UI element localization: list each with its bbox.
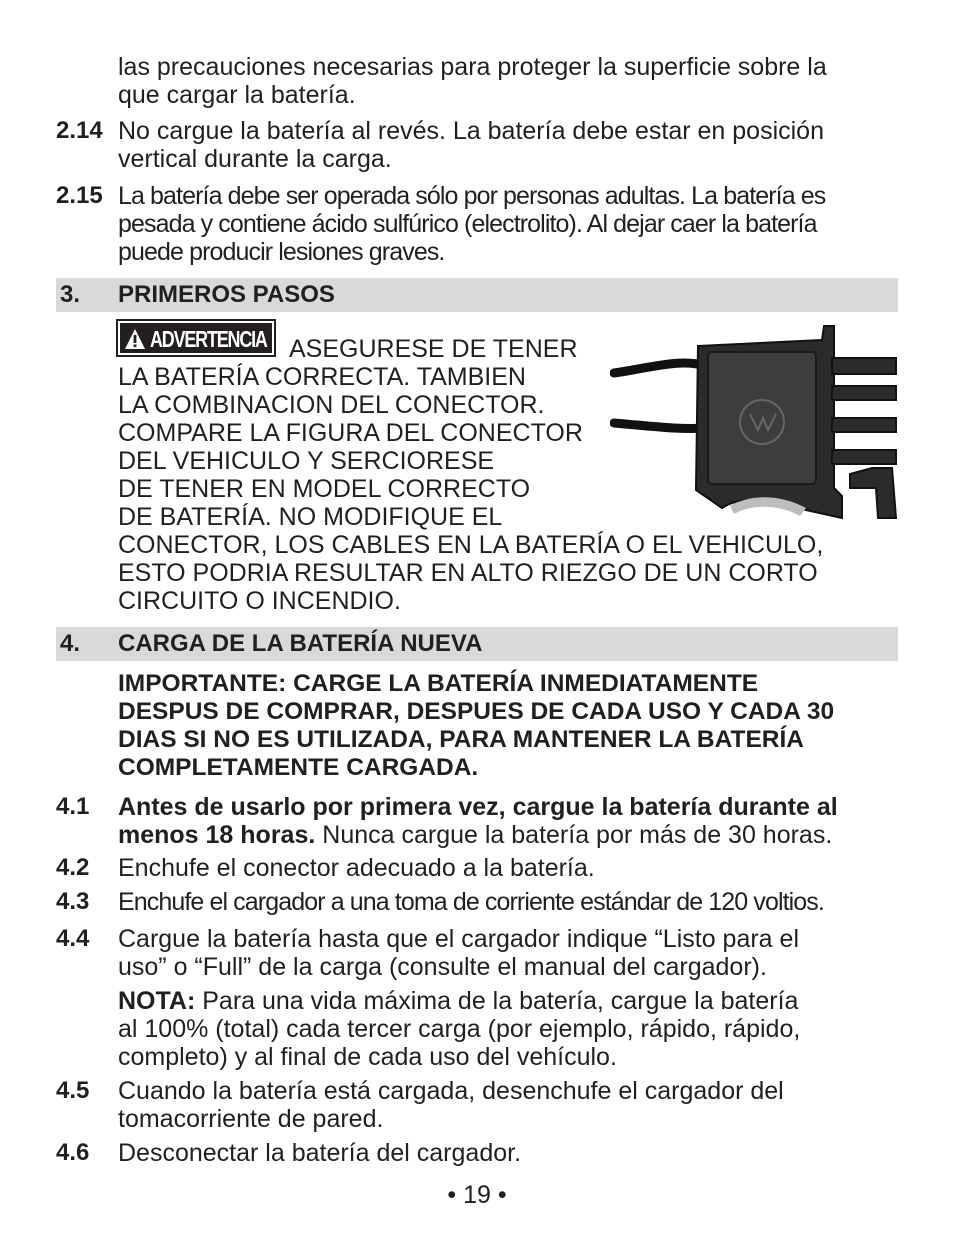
item-number-4-1: 4.1 [56,793,90,820]
section-4-header [56,627,898,661]
warning-line-5: DEL VEHICULO Y SERCIORESE [118,447,495,475]
warning-line-7: DE BATERÍA. NO MODIFIQUE EL [118,503,503,531]
connector-photo [610,318,902,524]
item-number-2-15: 2.15 [56,182,103,209]
warning-line-6: DE TENER EN MODEL CORRECTO [118,475,531,503]
item-number-4-3: 4.3 [56,888,90,915]
item-4-6-text: Desconectar la batería del cargador. [118,1139,522,1167]
section-4-title: CARGA DE LA BATERÍA NUEVA [118,630,483,657]
note-paragraph: NOTA: Para una vida máxima de la batería, cargue la batería al 100% (total) cada tercer carga (por ejemplo, rápido, rápido, completo) y al final de cada uso del vehículo. [118,987,801,1071]
important-notice: IMPORTANTE: CARGE LA BATERÍA INMEDIATAMENTE DESPUS DE COMPRAR, DESPUES DE CADA USO Y CADA 30 DIAS SI NO ES UTILIZADA, PARA MANTENER LA BATERÍA COMPLETAMENTE CARGADA. [118,670,835,781]
warning-line-3: LA COMBINACION DEL CONECTOR. [118,391,545,419]
item-4-5-text: Cuando la batería está cargada, desenchufe el cargador del tomacorriente de pared. [118,1077,784,1133]
item-2-14-text: No cargue la batería al revés. La batería debe estar en posición vertical durante la carga. [118,117,824,173]
item-2-15-text: La batería debe ser operada sólo por personas adultas. La batería es pesada y contiene ácido sulfúrico (electrolito). Al dejar caer la batería puede producir lesiones graves. [118,182,826,266]
section-4-number: 4. [60,630,81,657]
warning-line-9: ESTO PODRIA RESULTAR EN ALTO RIEZGO DE UN CORTO [118,559,818,587]
item-4-1-text: Antes de usarlo por primera vez, cargue la batería durante al menos 18 horas. Nunca cargue la batería por más de 30 horas. [118,793,838,849]
section-3-title: PRIMEROS PASOS [118,281,335,308]
item-number-2-14: 2.14 [56,117,103,144]
warning-line-10: CIRCUITO O INCENDIO. [118,587,401,615]
warning-line-2: LA BATERÍA CORRECTA. TAMBIEN [118,363,526,391]
warning-triangle-icon [124,328,146,350]
item-number-4-4: 4.4 [56,925,90,952]
item-4-2-text: Enchufe el conector adecuado a la batería. [118,854,595,882]
warning-badge [116,319,276,357]
note-label: NOTA: [118,987,196,1015]
item-4-3-text: Enchufe el cargador a una toma de corriente estándar de 120 voltios. [118,888,824,916]
section-3-number: 3. [60,281,81,308]
warning-line-4: COMPARE LA FIGURA DEL CONECTOR [118,419,583,447]
item-number-4-6: 4.6 [56,1139,90,1166]
page-number: • 19 • [447,1181,507,1209]
item-4-4-text: Cargue la batería hasta que el cargador indique “Listo para el uso” o “Full” de la carga (consulte el manual del cargador). [118,925,799,981]
section-3-header [56,278,898,312]
warning-line-1: ASEGURESE DE TENER [289,335,578,363]
item-number-4-2: 4.2 [56,854,90,881]
warning-line-8: CONECTOR, LOS CABLES EN LA BATERÍA O EL VEHICULO, [118,531,824,559]
continuation-paragraph: las precauciones necesarias para proteger la superficie sobre la que cargar la batería. [118,53,827,109]
warning-label: ADVERTENCIA [150,326,267,352]
item-number-4-5: 4.5 [56,1077,90,1104]
